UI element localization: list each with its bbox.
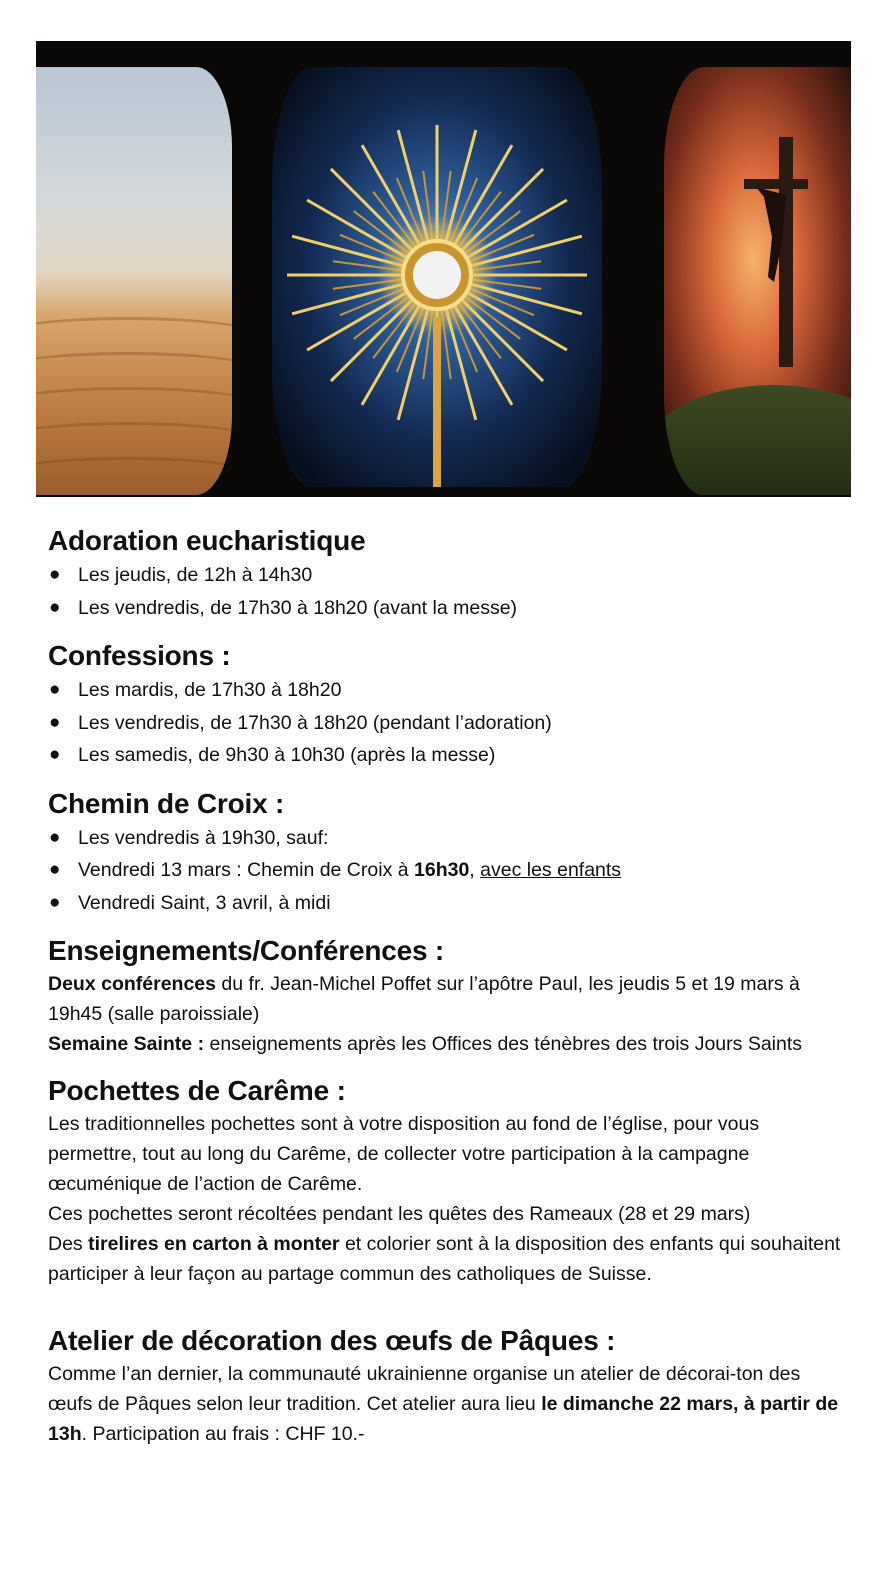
section-pochettes xyxy=(48,1073,848,1289)
section-title: Enseignements/Conférences : xyxy=(48,935,445,966)
bullet-icon: ● xyxy=(49,679,61,700)
list-item: ● Les vendredis, de 17h30 à 18h20 (pendant l’adoration) xyxy=(48,707,848,740)
bullet-icon: ● xyxy=(49,826,61,848)
content xyxy=(48,523,848,1463)
section-title: Confessions : xyxy=(48,640,231,671)
dune-line xyxy=(36,457,232,495)
section-adoration xyxy=(48,523,848,624)
list-item: ● Les jeudis, de 12h à 14h30 xyxy=(48,559,848,592)
desert-image xyxy=(36,67,232,495)
list-item: ● Les samedis, de 9h30 à 10h30 (après la messe) xyxy=(48,739,848,772)
header-banner xyxy=(36,41,851,497)
list-item: ● Les mardis, de 17h30 à 18h20 xyxy=(48,674,848,707)
paragraph: Ces pochettes seront récoltées pendant les quêtes des Rameaux (28 et 29 mars) xyxy=(48,1203,751,1225)
section-enseignements xyxy=(48,933,848,1059)
bullet-icon: ● xyxy=(49,564,61,585)
section-title: Adoration eucharistique xyxy=(48,525,366,556)
section-title: Pochettes de Carême : xyxy=(48,1075,346,1106)
confessions-list xyxy=(48,674,848,772)
paragraph: Comme l’an dernier, la communauté ukrainienne organise un atelier de décorai-ton des œufs de Pâques selon leur tradition. Cet atelier aura lieu le dimanche 22 mars, à partir de 13h. Participation au frais : CHF 10.- xyxy=(48,1363,839,1445)
underlined-text: avec les enfants xyxy=(480,859,622,881)
bullet-icon: ● xyxy=(49,596,61,618)
paragraph: Semaine Sainte : enseignements après les Offices des ténèbres des trois Jours Saints xyxy=(48,1033,803,1055)
section-atelier xyxy=(48,1323,848,1449)
section-chemin-de-croix xyxy=(48,786,848,920)
section-confessions xyxy=(48,638,848,772)
list-item: ● Les vendredis, de 17h30 à 18h20 (avant la messe) xyxy=(48,592,848,625)
list-item: ● Les vendredis à 19h30, sauf: xyxy=(48,822,848,855)
bullet-icon: ● xyxy=(49,711,61,733)
bullet-icon: ● xyxy=(49,891,61,913)
monstrance-image xyxy=(272,67,602,487)
adoration-list xyxy=(48,559,848,624)
crucifix-image xyxy=(664,67,851,495)
section-title: Atelier de décoration des œufs de Pâques : xyxy=(48,1325,616,1356)
chemin-list xyxy=(48,822,848,920)
paragraph: Deux conférences du fr. Jean-Michel Poffet sur l’apôtre Paul, les jeudis 5 et 19 mars à 19h45 (salle paroissiale) xyxy=(48,973,800,1025)
paragraph: Les traditionnelles pochettes sont à votre disposition au fond de l’église, pour vous permettre, tout au long du Carême, de collecter votre participation à la campagne œcuménique de l’action de Carême. xyxy=(48,1113,760,1195)
list-item: ● Vendredi 13 mars : Chemin de Croix à 16h30, avec les enfants xyxy=(48,854,848,887)
paragraph: Des tirelires en carton à monter et colorier sont à la disposition des enfants qui souhaitent participer à leur façon au partage commun des catholiques de Suisse. xyxy=(48,1233,841,1285)
list-item: ● Vendredi Saint, 3 avril, à midi xyxy=(48,887,848,920)
section-title: Chemin de Croix : xyxy=(48,787,285,819)
bullet-icon: ● xyxy=(49,859,61,880)
bullet-icon: ● xyxy=(49,744,61,765)
